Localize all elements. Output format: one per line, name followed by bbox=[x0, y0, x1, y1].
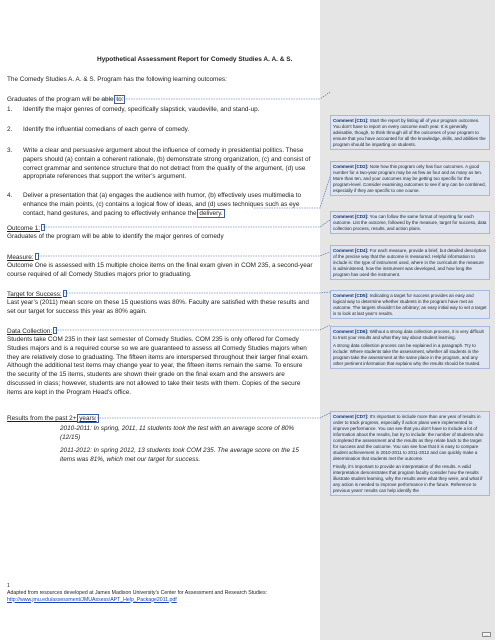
results-heading: Results from the past 2+ bbox=[7, 415, 79, 422]
comment-anchor-cd6[interactable] bbox=[53, 327, 57, 334]
comment-text: It’s important to include more than one year of results in order to track progress, especially if action plans were implemented to improve performance. You can see that you don’t have to include a lot of information about the results, but try to include: the number of students who completed the assessment and the results as they relate back to the target for success and the outcome. You can see how that it is easy to compare student achievement in 2010-2011 to 2011-2012 and can quickly make a determination that students met the outcome. bbox=[333, 413, 484, 461]
outcome1-heading: Outcome 1: bbox=[7, 225, 41, 232]
comment-text: For each measure, provide a brief, but detailed description of the precise way that the outcome is measured. Helpful information to include is: the type of instrument used, where in the curriculum the measure is administered, how the instrument was developed, and how long the program has used the instrument. bbox=[333, 247, 487, 277]
comment-anchor-cd3[interactable] bbox=[41, 224, 45, 231]
comment-cd1[interactable] bbox=[330, 115, 490, 150]
comment-cd2[interactable] bbox=[330, 161, 490, 196]
comment-text: Indicating a target for success provides an easy and logical way to determine whether students in the program have met an outcome. The targets shouldn’t be arbitrary; an easy initial way to set a target is to look at last year’s results. bbox=[333, 292, 487, 316]
comment-text: Finally, it’s important to provide an interpretation of the results. A valid interpretation demonstrates that program faculty consider how the results illustrate student learning, why the results were what they were, and what if any action is needed to improve performance in the future. Reference to previous years’ results can help identify the bbox=[333, 463, 483, 493]
footnote-link[interactable]: http://www.jmu.edu/assessment/JMUAssess/APT_Help_Package2011.pdf bbox=[7, 596, 177, 603]
comment-label: Comment [CD4]: bbox=[333, 247, 369, 253]
footnote-text: Adapted from resources developed at James Madison University’s Center for Assessment and Research Studies: bbox=[7, 589, 267, 596]
measure-text: Outcome One is assessed with 15 multiple choice items on the final exam given in COM 235, a second-year course required of all Comedy Studies majors prior to graduating. bbox=[7, 262, 313, 278]
comment-anchor-cd1[interactable]: to: bbox=[116, 96, 124, 103]
comment-cd7[interactable] bbox=[330, 411, 490, 496]
result-item: 2010-2011: In spring, 2011, 11 students took the test with an average score of 80% (12/15) bbox=[60, 425, 295, 441]
outcome-text: Write a clear and persuasive argument about the influence of comedy in presidential politics. These papers should (a) contain a coherent rationale, (b) demonstrate strong organization, (c) and consist of correct grammar and sentence structure that do not detract from the quality of the argument, (d) use appropriate references that support the writer’s argument. bbox=[23, 147, 311, 181]
result-item: 2011-2012: In spring 2012, 13 students took COM 235. The average score on the 15 items was 81%, which met our target for success. bbox=[60, 447, 299, 463]
comment-label: Comment [CD5]: bbox=[333, 292, 369, 298]
comment-label: Comment [CD7]: bbox=[333, 413, 369, 419]
report-title: Hypothetical Assessment Report for Comedy Studies A. A. & S. bbox=[97, 56, 293, 63]
comment-label: Comment [CD6]: bbox=[333, 328, 369, 334]
outcome1-text: Graduates of the program will be able to identify the major genres of comedy bbox=[7, 233, 224, 240]
outcome-number: 1. bbox=[7, 106, 13, 113]
data-heading: Data Collection: bbox=[7, 328, 53, 335]
comment-text: Note how this program only has four outcomes. A good number for a two-year program may be as few as four and as many as ten. More than ten, and your outcomes may be getting too specific for the program-level. Consider examining outcomes to see if any can be combined, especially if they are specific to one course. bbox=[333, 163, 486, 193]
results-line bbox=[7, 415, 313, 424]
outcome-number: 3. bbox=[7, 147, 13, 154]
comment-text: Without a strong data collection process, it is very difficult to trust your results and what they say about student learning. bbox=[333, 328, 484, 340]
graduates-text: Graduates of the program will be able bbox=[7, 96, 116, 103]
outcome-text-main: Deliver a presentation that (a) engages the audience with humor, (b) effectively uses multimedia to enhance the main points, (c) contains a logical flow of ideas, and (d) uses techniques such as eye contact, hand gestures, and pacing to effectively enhance the bbox=[23, 192, 302, 217]
outcome-text: Identify the major genres of comedy, specifically slapstick, vaudeville, and stand-up. bbox=[23, 106, 260, 113]
comment-label: Comment [CD3]: bbox=[333, 213, 369, 219]
more-comments-button[interactable]: ... bbox=[482, 632, 491, 637]
comment-cd4[interactable] bbox=[330, 245, 490, 280]
footnote bbox=[7, 583, 307, 603]
comment-anchor-cd5[interactable] bbox=[63, 290, 67, 297]
comment-anchor-cd7[interactable]: years: bbox=[79, 415, 97, 422]
target-heading: Target for Success: bbox=[7, 291, 62, 298]
footnote-number: 1 bbox=[7, 583, 10, 589]
comment-cd3[interactable] bbox=[330, 211, 490, 234]
comment-text: A strong data collection process can be explained in a paragraph. Try to include: Where students take the assessment, whether all students in the program take the assessment at the same place in the program, and any other pertinent information that explains why the results should be trusted. bbox=[333, 342, 481, 366]
comment-cd6[interactable] bbox=[330, 326, 490, 369]
comment-label: Comment [CD2]: bbox=[333, 163, 369, 169]
intro-text: The Comedy Studies A. A. & S. Program has the following learning outcomes: bbox=[7, 76, 227, 83]
comment-text: Start the report by listing all of your program outcomes. You don’t have to report on every outcome each year. It is generally advisable, though, to think through all of the outcomes of your program to ensure that you have accounted for all the knowledge, skills, and abilities the program should be imparting on students. bbox=[333, 117, 486, 147]
data-text: Students take COM 235 in their last semester of Comedy Studies. COM 235 is only offered for Comedy Studies majors and is a required course so we are guaranteed to assess all Comedy Studies majors when they are relatively close to graduating. The fifteen items are interspersed throughout their larger final exam. Although the additional test items may change year to year, the fifteen items remain the same. To ensure the security of the 15 items, students are shown their grade on the final exam and the answers are discussed in class; however, students are not allowed to take their tests with them. Copies of the secure items are kept in the Program Head’s office. bbox=[7, 336, 309, 396]
outcome-text bbox=[23, 192, 315, 218]
comment-margin bbox=[320, 0, 495, 640]
comment-cd5[interactable] bbox=[330, 290, 490, 319]
outcome-number: 2. bbox=[7, 126, 13, 133]
comment-label: Comment [CD1]: bbox=[333, 117, 369, 123]
graduates-line bbox=[7, 96, 313, 105]
measure-heading: Measure: bbox=[7, 254, 34, 261]
comment-anchor-cd2[interactable]: delivery. bbox=[199, 209, 223, 217]
outcome-number: 4. bbox=[7, 192, 13, 199]
target-text: Last year’s (2011) mean score on these 15 questions was 80%. Faculty are satisfied with these results and set our target for success this year as 80% again. bbox=[7, 299, 309, 315]
comment-text: You can follow the same format of reporting for each outcome. List the outcome, followed by the measure, target for success, data collection process, results, and action plans. bbox=[333, 213, 487, 231]
comment-anchor-cd4[interactable] bbox=[35, 253, 39, 260]
outcome-text: Identify the influential comedians of each genre of comedy. bbox=[23, 126, 190, 133]
